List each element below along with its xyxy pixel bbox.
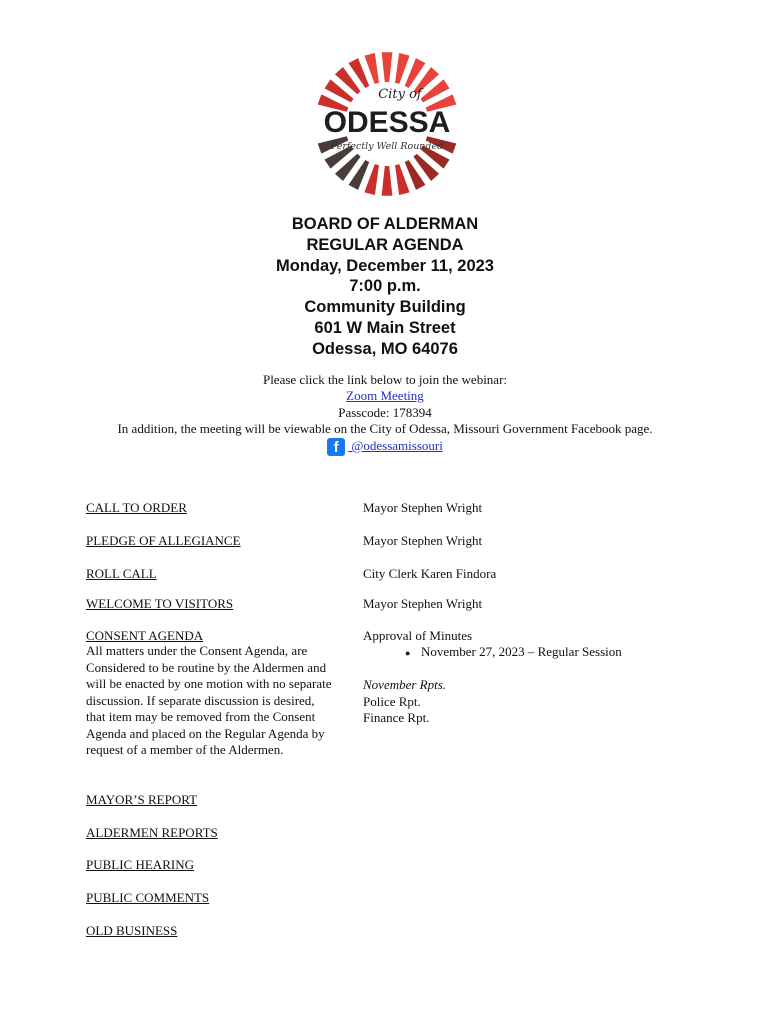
- logo-rays-top: [318, 52, 457, 112]
- meeting-time: 7:00 p.m.: [349, 277, 421, 296]
- police-report: Police Rpt.: [363, 694, 421, 709]
- meeting-header: [0, 214, 770, 360]
- agenda-public-hearing: PUBLIC HEARING: [86, 857, 194, 872]
- facebook-link-row: [0, 438, 770, 456]
- zoom-meeting-link[interactable]: Zoom Meeting: [346, 388, 424, 403]
- webinar-passcode: Passcode: 178394: [338, 405, 432, 420]
- board-title: BOARD OF ALDERMAN: [291, 215, 479, 233]
- agenda-consent: CONSENT AGENDA: [86, 628, 204, 643]
- logo-ray: [382, 166, 393, 196]
- meeting-city: Odessa, MO 64076: [312, 339, 458, 358]
- facebook-handle-link[interactable]: @odessamissouri: [348, 438, 443, 453]
- minutes-list-item: ● November 27, 2023 – Regular Session: [421, 644, 622, 661]
- approval-of-minutes: Approval of Minutes: [363, 628, 473, 643]
- logo-tagline: Perfectly Well Rounded: [330, 141, 444, 152]
- agenda-welcome: WELCOME TO VISITORS: [86, 596, 234, 611]
- agenda-mayors-report: MAYOR’S REPORT: [86, 792, 198, 807]
- agenda-title: REGULAR AGENDA: [306, 235, 464, 254]
- agenda-old-business: OLD BUSINESS: [86, 923, 178, 938]
- agenda-aldermen-reports: ALDERMEN REPORTS: [86, 825, 218, 840]
- agenda-roll-call: ROLL CALL: [86, 566, 157, 581]
- logo-name: ODESSA: [323, 106, 451, 139]
- agenda-call-to-order: CALL TO ORDER: [86, 500, 187, 515]
- logo-ray: [395, 164, 410, 195]
- city-of-odessa-logo: [316, 48, 458, 200]
- logo-ray: [382, 52, 393, 82]
- consent-description: All matters under the Consent Agenda, are Considered to be routine by the Aldermen and will be enacted by one motion with no separate discussion. If separate discussion is desired, that item may be removed from the Consent Agenda and placed on the Regular Agenda by request of a member of the Aldermen.: [86, 643, 332, 757]
- logo-ray: [395, 53, 410, 84]
- facebook-note: In addition, the meeting will be viewable on the City of Odessa, Missouri Government Facebook page.: [117, 421, 653, 436]
- meeting-venue: Community Building: [304, 298, 466, 317]
- webinar-intro: Please click the link below to join the webinar:: [262, 372, 508, 387]
- agenda-pledge: PLEDGE OF ALLEGIANCE: [86, 533, 241, 548]
- roll-call-presenter: City Clerk Karen Findora: [363, 566, 497, 581]
- welcome-presenter: Mayor Stephen Wright: [363, 596, 483, 611]
- pledge-presenter: Mayor Stephen Wright: [363, 533, 483, 548]
- logo-top-text: City of: [378, 87, 422, 102]
- call-to-order-presenter: Mayor Stephen Wright: [363, 500, 483, 515]
- facebook-icon[interactable]: f: [327, 438, 345, 456]
- meeting-street: 601 W Main Street: [314, 318, 456, 337]
- reports-heading: November Rpts.: [363, 677, 447, 692]
- meeting-date: Monday, December 11, 2023: [276, 256, 494, 275]
- logo-ray: [364, 53, 379, 84]
- logo-ray: [364, 164, 379, 195]
- agenda-public-comments: PUBLIC COMMENTS: [86, 890, 210, 905]
- finance-report: Finance Rpt.: [363, 710, 430, 725]
